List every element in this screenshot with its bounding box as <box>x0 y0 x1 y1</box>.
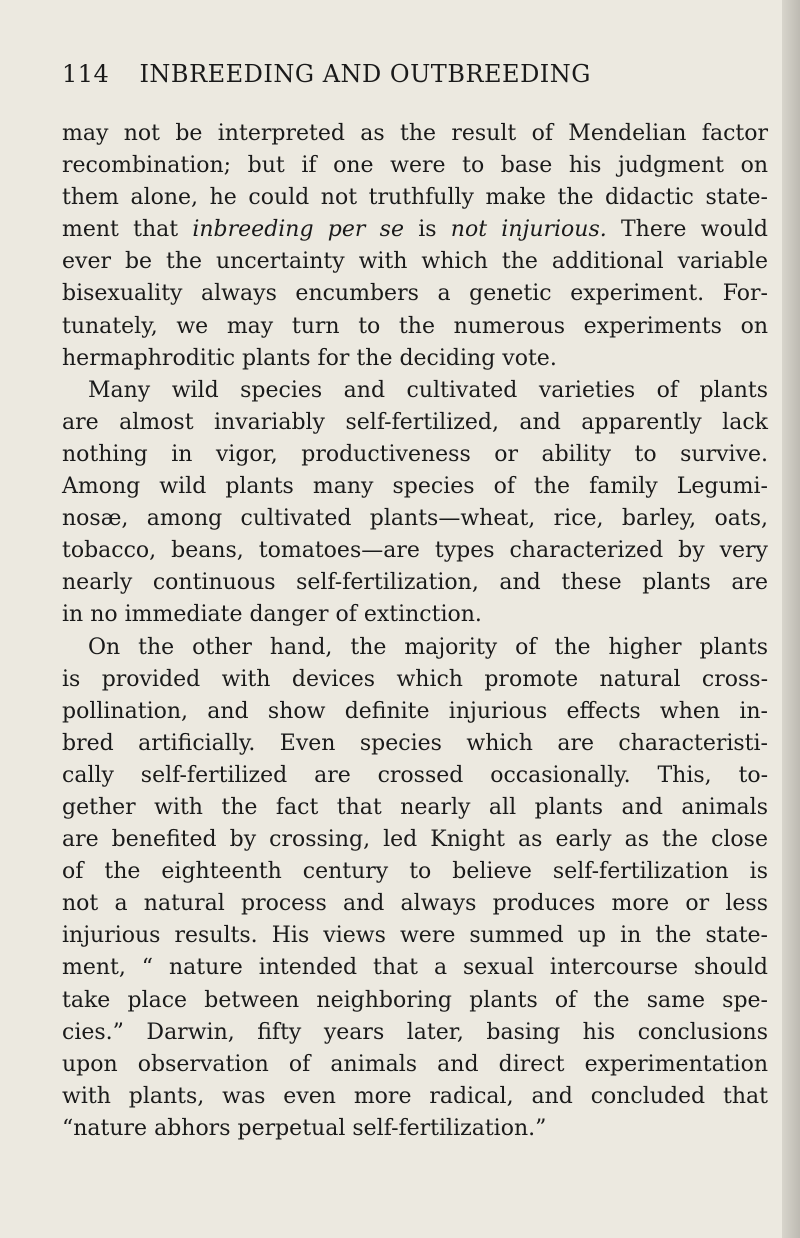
text-run: is <box>403 217 451 243</box>
text-line: take place between neighboring plants of the same spe- <box>62 987 768 1013</box>
text-run: There would <box>606 217 768 243</box>
text-line: Many wild species and cultivated varieties of plants <box>88 377 768 403</box>
text-line: with plants, was even more radical, and concluded that <box>62 1083 768 1109</box>
text-line: ment, “ nature intended that a sexual intercourse should <box>62 955 768 981</box>
text-line: them alone, he could not truthfully make the didactic state- <box>62 185 768 211</box>
text-line: are benefited by crossing, led Knight as early as the close <box>62 827 768 853</box>
text-line: bisexuality always encumbers a genetic experiment. For- <box>62 281 768 307</box>
text-line: upon observation of animals and direct experimentation <box>62 1051 768 1077</box>
text-line: of the eighteenth century to believe self-fertilization is <box>62 859 768 885</box>
text-line: recombination; but if one were to base his judgment on <box>62 153 768 179</box>
text-line: are almost invariably self-fertilized, and apparently lack <box>62 409 768 435</box>
text-line: is provided with devices which promote natural cross- <box>62 666 768 692</box>
text-line: tobacco, beans, tomatoes—are types characterized by very <box>62 538 768 564</box>
text-line: not a natural process and always produces more or less <box>62 891 768 917</box>
italic-text: inbreeding per se <box>192 217 404 243</box>
text-line: nearly continuous self-fertilization, and these plants are <box>62 570 768 596</box>
text-line: may not be interpreted as the result of Mendelian factor <box>62 121 768 146</box>
page-number: 114 <box>62 60 110 88</box>
text-line: hermaphroditic plants for the deciding vote. <box>62 345 557 371</box>
italic-text: not injurious. <box>450 217 607 243</box>
body-text <box>62 118 768 1145</box>
text-line: ever be the uncertainty with which the additional variable <box>62 249 768 275</box>
text-line: “nature abhors perpetual self-fertilization.” <box>62 1115 547 1141</box>
text-line: bred artificially. Even species which are characteristi- <box>62 730 768 756</box>
page-header <box>62 60 591 88</box>
text-line: tunately, we may turn to the numerous experiments on <box>62 313 768 339</box>
text-line: Among wild plants many species of the family Legumi- <box>62 474 768 500</box>
text-line: nothing in vigor, productiveness or ability to survive. <box>62 441 768 467</box>
page-edge-shadow <box>782 0 800 1238</box>
text-line-with-italics <box>62 214 768 246</box>
text-line: cally self-fertilized are crossed occasionally. This, to- <box>62 762 768 788</box>
text-line: On the other hand, the majority of the higher plants <box>88 634 768 660</box>
text-line: pollination, and show definite injurious effects when in- <box>62 698 768 724</box>
text-run: ment that <box>62 217 193 243</box>
text-line: nosæ, among cultivated plants—wheat, rice, barley, oats, <box>62 506 768 532</box>
text-line: in no immediate danger of extinction. <box>62 602 482 628</box>
text-line: cies.” Darwin, fifty years later, basing his conclusions <box>62 1019 768 1045</box>
running-head: INBREEDING AND OUTBREEDING <box>139 60 591 88</box>
text-line: gether with the fact that nearly all plants and animals <box>62 794 768 820</box>
text-line: injurious results. His views were summed up in the state- <box>62 923 768 949</box>
